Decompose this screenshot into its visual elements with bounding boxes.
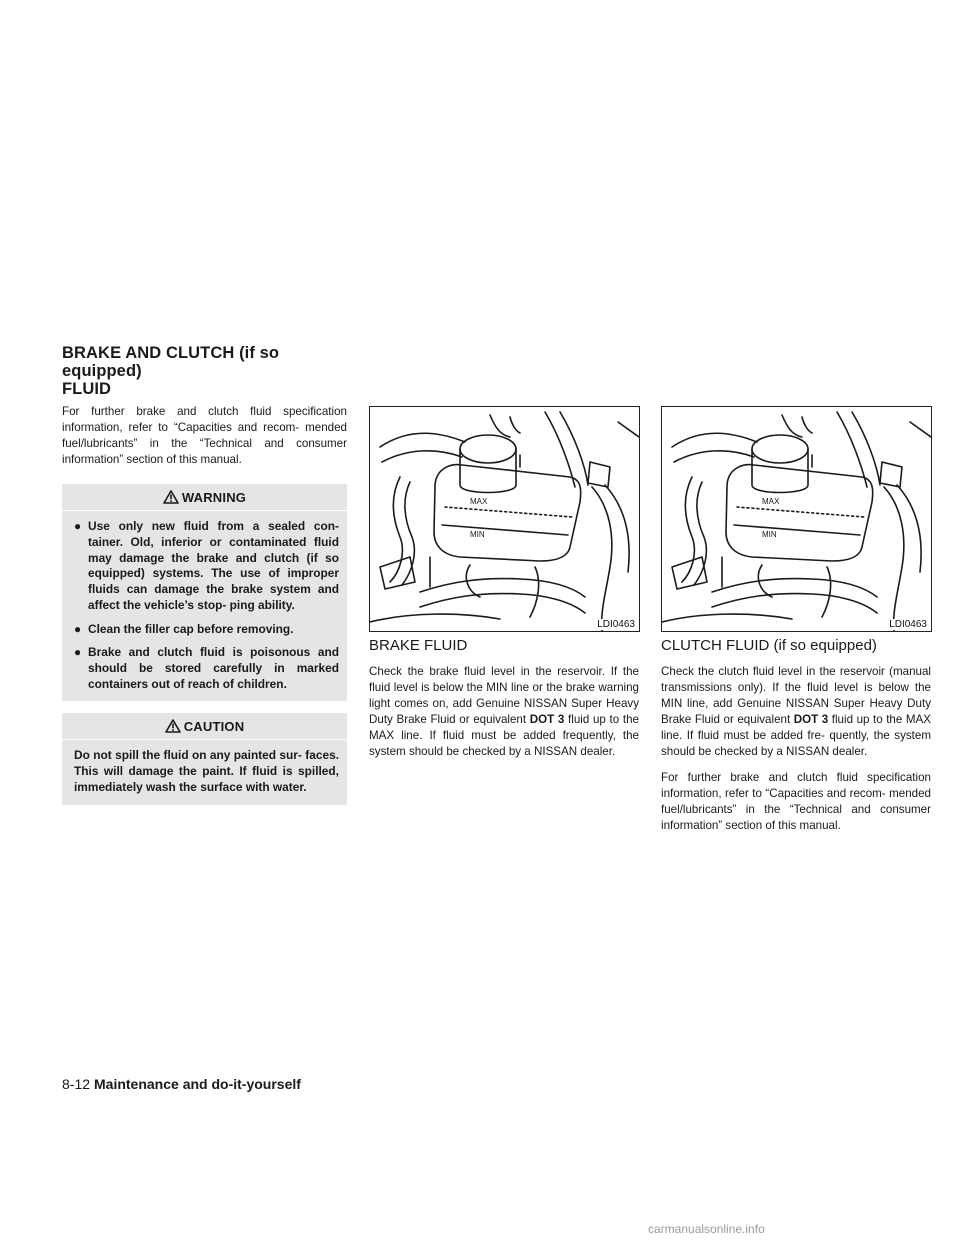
brake-reservoir-figure [369, 406, 640, 632]
warning-item [74, 645, 339, 692]
section-title-line1: BRAKE AND CLUTCH (if so equipped) [62, 344, 280, 380]
caution-triangle-icon [165, 719, 181, 733]
page-number: 8-12 [62, 1076, 91, 1092]
clutch-text-before: Check the clutch fluid level in the reservoir (manual transmissions only). If the fluid level is below the MIN line, add Genuine NISSAN Super Heavy Duty Brake Fluid or equivalent [661, 665, 931, 727]
chapter-title: Maintenance and do-it-yourself [94, 1076, 301, 1092]
caution-title: CAUTION [183, 718, 245, 734]
watermark-text: carmanualsonline.info [648, 1222, 765, 1236]
clutch-spec-paragraph: For further brake and clutch fluid specification information, refer to “Capacities and recom- mended fuel/lubricants” in the “Technical and consumer information” section of this manual. [661, 770, 931, 832]
left-column [62, 404, 347, 805]
caution-box [62, 713, 347, 804]
warning-body [62, 511, 347, 701]
warning-item-text: Clean the filler cap before removing. [88, 621, 294, 636]
brake-fluid-title: BRAKE FLUID [369, 637, 468, 654]
warning-item-text: Brake and clutch fluid is poisonous and should be stored carefully in marked containers out of reach of children. [88, 645, 339, 691]
warning-title: WARNING [181, 489, 247, 505]
clutch-fluid-paragraph [661, 664, 931, 761]
section-title-line2: FLUID [62, 380, 112, 398]
clutch-dot-spec: DOT 3 [793, 713, 829, 727]
caution-body: Do not spill the fluid on any painted sur- faces. This will damage the paint. If fluid is spilled, immediately wash the surface with water. [74, 748, 339, 794]
brake-dot-spec: DOT 3 [529, 713, 565, 727]
max-label: MAX [762, 497, 780, 506]
min-label: MIN [470, 530, 485, 539]
clutch-fluid-section [661, 637, 931, 834]
figure-code: LDI0463 [889, 619, 927, 630]
min-label: MIN [762, 530, 777, 539]
warning-header [62, 484, 347, 510]
warning-item [74, 519, 339, 613]
warning-item-text: Use only new fluid from a sealed con- tainer. Old, inferior or contaminated fluid may damage the brake and clutch (if so equipped) systems. The use of improper fluids can damage the brake system and affect the vehicle’s stop- ping ability. [88, 519, 339, 612]
intro-paragraph: For further brake and clutch fluid specification information, refer to “Capacities and recom- mended fuel/lubricants” in the “Technical and consumer information” section of this manual. [62, 405, 347, 467]
caution-header [62, 713, 347, 739]
brake-fluid-paragraph [369, 664, 639, 761]
clutch-reservoir-illustration [662, 407, 931, 631]
warning-box [62, 484, 347, 701]
figure-code: LDI0463 [597, 619, 635, 630]
brake-text-before: Check the brake fluid level in the reservoir. If the fluid level is below the MIN line or the brake warning light comes on, add Genuine NISSAN Super Heavy Duty Brake Fluid or equivalent [369, 665, 639, 727]
clutch-reservoir-figure [661, 406, 932, 632]
brake-reservoir-illustration [370, 407, 639, 631]
bullet-icon: ● [74, 645, 82, 660]
clutch-fluid-title: CLUTCH FLUID (if so equipped) [661, 637, 877, 654]
brake-fluid-section [369, 637, 639, 761]
brake-text-after: fluid up to the MAX line. If fluid must be added frequently, the system should be checked by a NISSAN dealer. [369, 713, 639, 759]
max-label: MAX [470, 497, 488, 506]
warning-list [74, 519, 339, 692]
clutch-text-after: fluid up to the MAX line. If fluid must be added fre- quently, the system should be checked by a NISSAN dealer. [661, 713, 931, 759]
section-title [62, 344, 352, 398]
bullet-icon: ● [74, 621, 82, 636]
warning-triangle-icon [163, 490, 179, 504]
warning-item [74, 622, 339, 638]
bullet-icon: ● [74, 519, 82, 534]
